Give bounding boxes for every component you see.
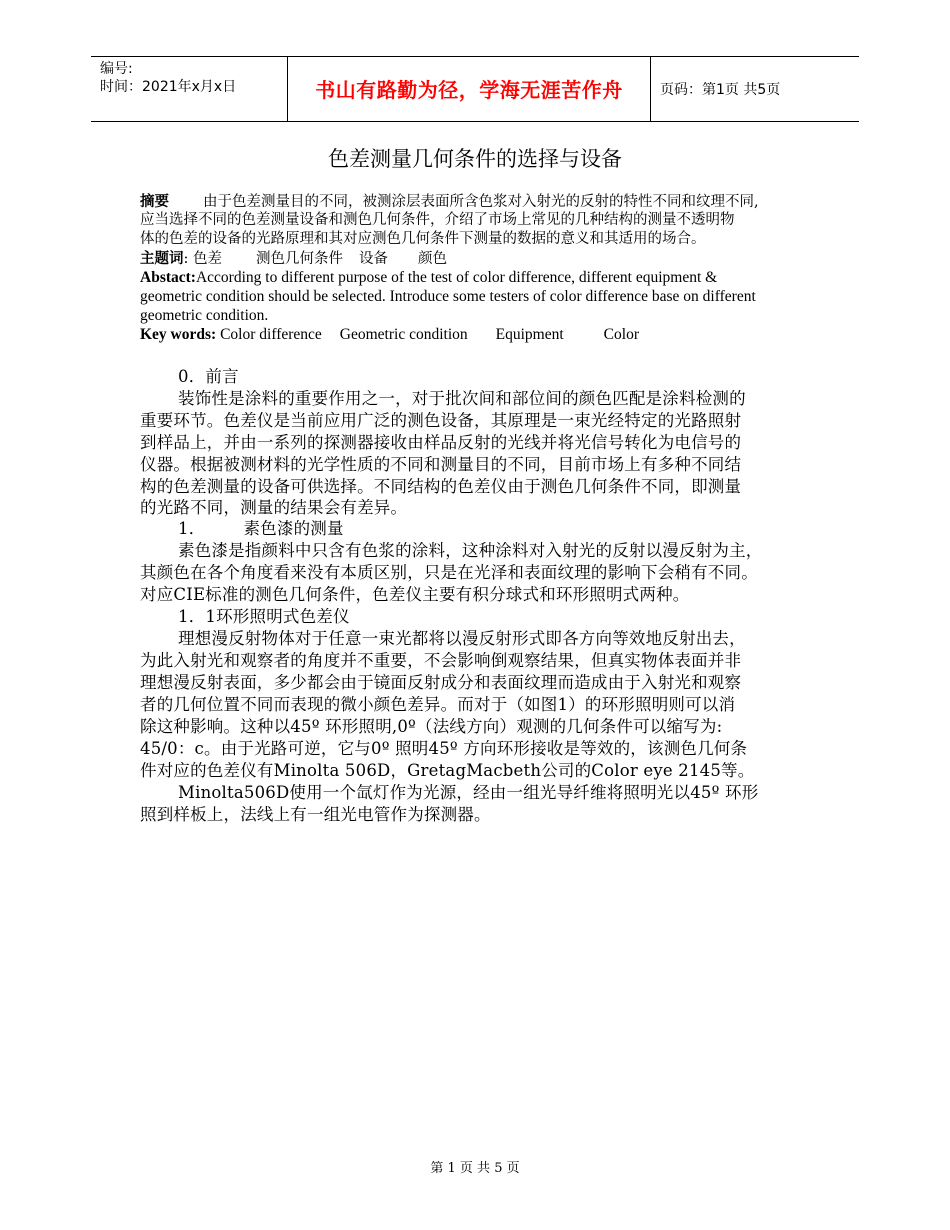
keywords-cn-label: 主题词 [140,250,184,267]
page-footer: 第 1 页 共 5 页 [430,1161,520,1176]
abstract-cn-line-3: 体的色差的设备的光路原理和其对应测色几何条件下测量的数据的意义和其适用的场合。 [140,231,706,247]
keyword-cn-2: 测色几何条件 [256,251,343,267]
body-line: 除这种影响。这种以45º 环形照明,0º（法线方向）观测的几何条件可以缩写为: [140,717,723,736]
header-meta-cell [91,57,288,121]
header-motto-cell [288,57,651,121]
abstract-cn-line-1 [140,192,816,212]
abstract-en-text-1: According to different purpose of the test of color difference, different equipment & [195,269,718,286]
document-title: 色差测量几何条件的选择与设备 [328,147,622,171]
keyword-cn-3: 设备 [359,251,388,267]
body-line: 理想漫反射物体对于任意一束光都将以漫反射形式即各方向等效地反射出去， [178,629,746,648]
body-line: 装饰性是涂料的重要作用之一，对于批次间和部位间的颜色匹配是涂料检测的 [178,389,746,408]
keyword-en-2: Geometric condition [339,326,468,343]
abstract-cn-line-2: 应当选择不同的色差测量设备和测色几何条件，介绍了市场上常见的几种结构的测量不透明物 [140,212,735,228]
abstract-en-line-3: geometric condition. [140,307,269,324]
body-line: 件对应的色差仪有Minolta 506D，GretagMacbeth公司的Color eye 2145等。 [140,761,755,780]
body-line: 者的几何位置不同而表现的微小颜色差异。而对于（如图1）的环形照明则可以消 [140,695,736,714]
section-heading-solid-paint: 1． 素色漆的测量 [178,519,344,538]
keyword-cn-4: 颜色 [418,251,447,267]
keyword-cn-1: 色差 [193,251,222,267]
abstract-en-label: Abstact: [140,269,196,286]
body-line: 对应CIE标准的测色几何条件，色差仪主要有积分球式和环形照明式两种。 [140,585,690,604]
keywords-en [140,325,816,344]
body-line: 的光路不同，测量的结果会有差异。 [140,498,408,517]
body-line: 45/0：c。由于光路可逆，它与0º 照明45º 方向环形接收是等效的，该测色几何条 [140,739,748,758]
keywords-en-label: Key words: [140,326,217,343]
abstract-cn-text-1: 由于色差测量目的不同，被测涂层表面所含色浆对入射光的反射的特性不同和纹理不同, [203,194,759,210]
body-line: Minolta506D使用一个氙灯作为光源，经由一组光导纤维将照明光以45º 环形 [178,783,759,802]
body-line: 仪器。根据被测材料的光学性质的不同和测量目的不同，目前市场上有多种不同结 [140,455,742,474]
body-line: 其颜色在各个角度看来没有本质区别，只是在光泽和表面纹理的影响下会稍有不同。 [140,563,758,582]
body-line: 到样品上，并由一系列的探测器接收由样品反射的光线并将光信号转化为电信号的 [140,433,742,452]
body-line: 素色漆是指颜料中只含有色浆的涂料，这种涂料对入射光的反射以漫反射为主， [178,541,763,560]
page-header [91,56,859,122]
abstract-cn-label: 摘要 [140,193,169,210]
body-line: 构的色差测量的设备可供选择。不同结构的色差仪由于测色几何条件不同，即测量 [140,477,742,496]
number-label: 编号: [100,61,133,77]
abstract-en-line-2: geometric condition should be selected. Introduce some testers of color difference base on different [140,288,756,305]
motto: 书山有路勤为径，学海无涯苦作舟 [315,78,623,102]
body-line: 重要环节。色差仪是当前应用广泛的测色设备，其原理是一束光经特定的光路照射 [140,411,742,430]
body-line: 照到样板上，法线上有一组光电管作为探测器。 [140,805,491,824]
abstract-en-line-1 [140,268,816,287]
keyword-en-3: Equipment [495,326,564,343]
body-line: 理想漫反射表面，多少都会由于镜面反射成分和表面纹理而造成由于入射光和观察 [140,673,742,692]
body-line: 为此入射光和观察者的角度并不重要，不会影响倒观察结果，但真实物体表面并非 [140,651,742,670]
keyword-en-4: Color [603,326,639,343]
page-info: 页码：第1页 共5页 [660,82,781,98]
section-heading-preface: 0．前言 [178,367,239,386]
section-heading-ring-illumination: 1．1环形照明式色差仪 [178,607,350,626]
time-label: 时间：2021年x月x日 [100,79,237,95]
keywords-cn: 主题词: 色差 测色几何条件 设备 颜色 [140,250,447,267]
header-page-cell [651,57,859,121]
keyword-en-1: Color difference [220,326,322,343]
